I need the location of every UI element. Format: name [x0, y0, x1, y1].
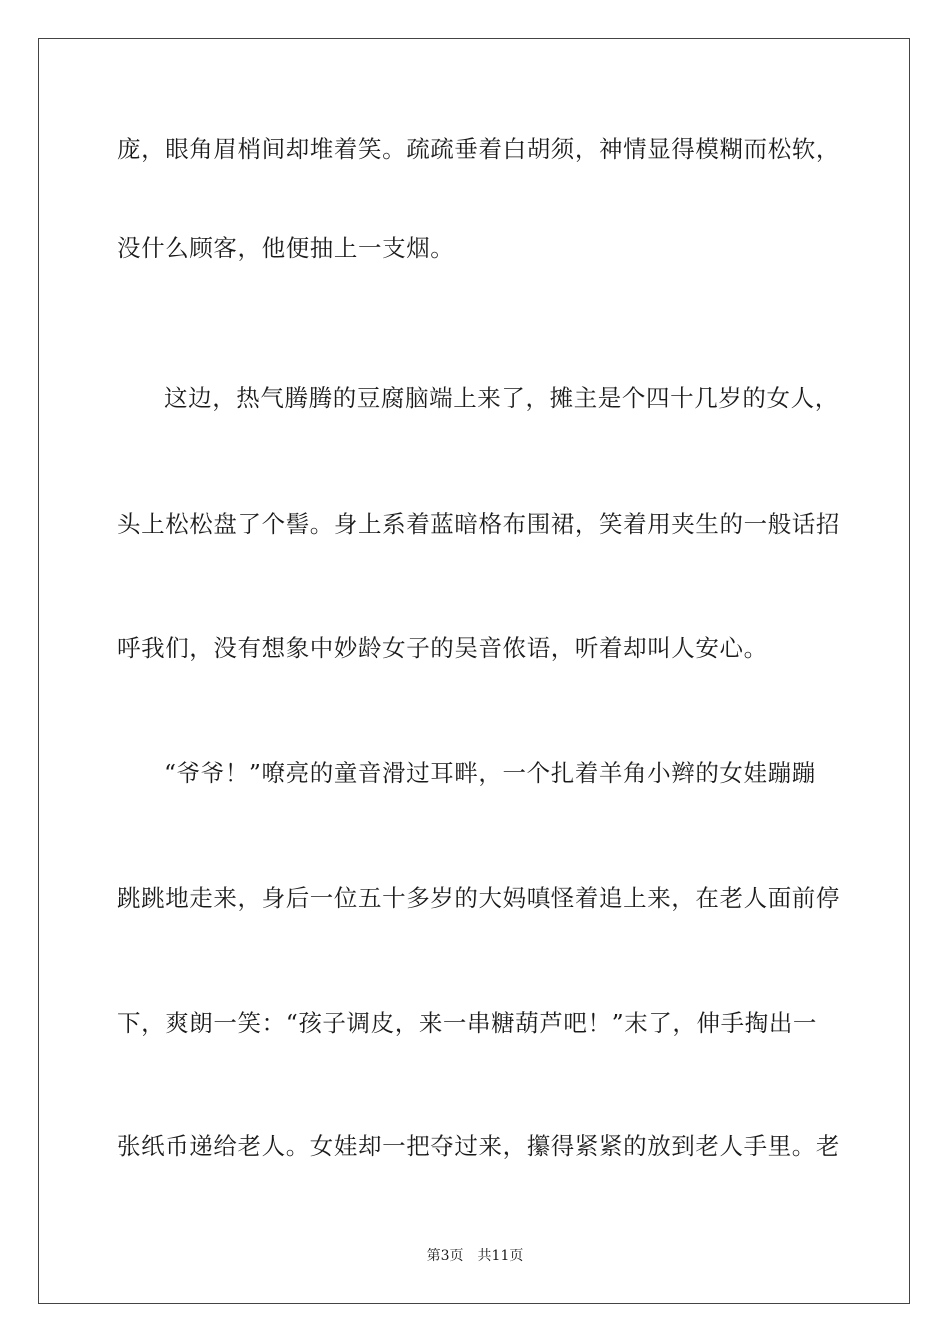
page-number-footer: 第3页 共11页	[426, 1248, 524, 1264]
text-line-5: 呼我们，没有想象中妙龄女子的吴音侬语，听着却叫人安心。	[117, 634, 768, 662]
text-line-9: 张纸币递给老人。女娃却一把夺过来，攥得紧紧的放到老人手里。老	[117, 1132, 840, 1160]
text-line-8: 下，爽朗一笑：“孩子调皮，来一串糖葫芦吧！”末了，伸手掏出一	[117, 1009, 818, 1037]
text-line-6-paragraph-start: “爷爷！”嘹亮的童音滑过耳畔，一个扎着羊角小辫的女娃蹦蹦	[164, 759, 816, 787]
text-line-7: 跳跳地走来，身后一位五十多岁的大妈嗔怪着追上来，在老人面前停	[117, 884, 840, 912]
text-line-4: 头上松松盘了个髻。身上系着蓝暗格布围裙，笑着用夹生的一般话招	[117, 510, 840, 538]
page-border	[38, 38, 910, 1304]
text-line-1: 庞，眼角眉梢间却堆着笑。疏疏垂着白胡须，神情显得模糊而松软，	[117, 135, 840, 163]
text-line-2: 没什么顾客，他便抽上一支烟。	[117, 234, 455, 262]
text-line-3-paragraph-start: 这边，热气腾腾的豆腐脑端上来了，摊主是个四十几岁的女人，	[164, 384, 839, 412]
